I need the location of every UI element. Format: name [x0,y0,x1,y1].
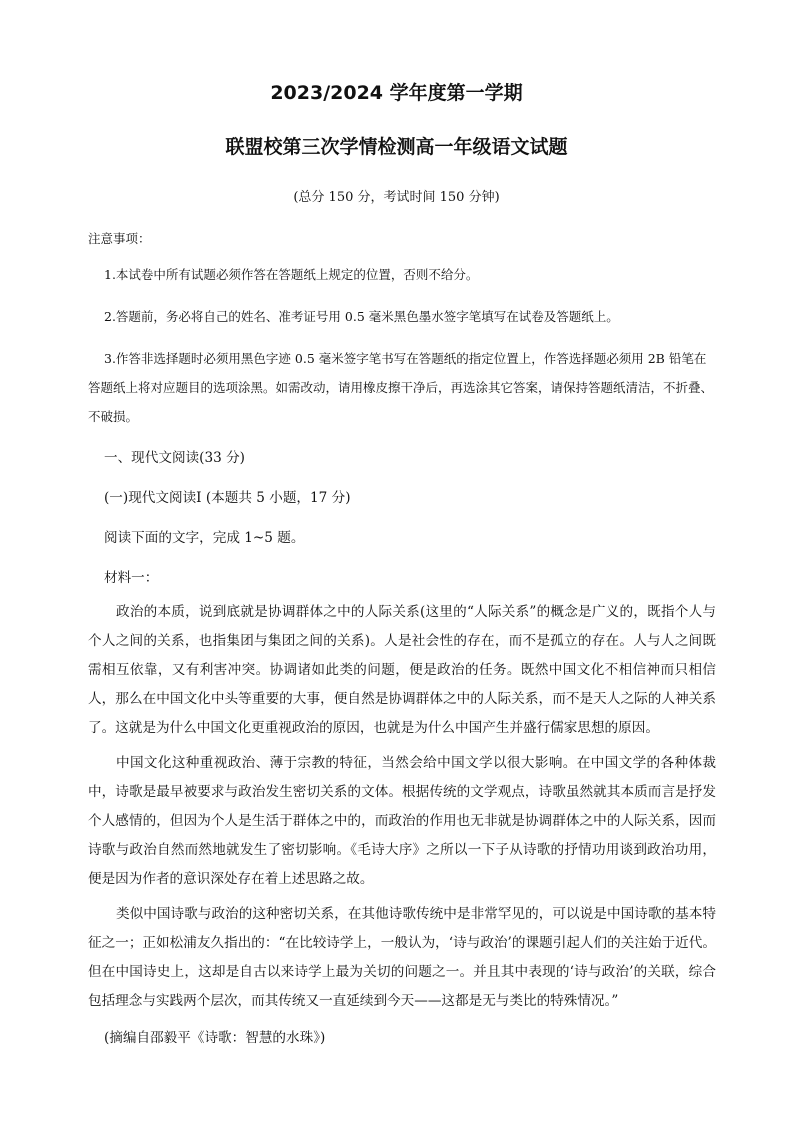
exam-title-main: 联盟校第三次学情检测高一年级语文试题 [225,136,568,158]
notice-item-1-text: 1.本试卷中所有试题必须作答在答题纸上规定的位置，否则不给分。 [104,267,479,282]
material-label: 材料一： [104,570,159,586]
section-instruction: 阅读下面的文字，完成 1~5 题。 [104,530,305,546]
notice-item-1 [88,260,718,289]
notice-item-3-text: 3.作答非选择题时必须用黑色字迹 0.5 毫米签字笔书写在答题纸的指定位置上，作答选择题必须用 2B 铅笔在答题纸上将对应题目的选项涂黑。如需改动，请用橡皮擦干净后，再选涂其它答案，请保持答题纸清洁，不折叠、不破损。 [88,351,714,424]
passage-paragraph-3 [88,900,716,1016]
passage-paragraph-3-text: 类似中国诗歌与政治的这种密切关系，在其他诗歌传统中是非常罕见的，可以说是中国诗歌的基本特征之一；正如松浦友久指出的：“在比较诗学上，一般认为，‘诗与政治’的课题引起人们的关注始于近代。但在中国诗史上，这却是自古以来诗学上最为关切的问题之一。并且其中表现的‘诗与政治’的关联，综合包括理念与实践两个层次，而其传统又一直延续到今天——这都是无与类比的特殊情况。” [88,906,716,1009]
notice-heading: 注意事项： [88,231,151,246]
section-part-1: 一、现代文阅读(33 分) [104,450,245,466]
notice-item-3 [88,344,718,431]
exam-title-year: 2023/2024 学年度第一学期 [270,82,523,104]
notice-item-2 [88,302,718,331]
passage-paragraph-1-text: 政治的本质，说到底就是协调群体之中的人际关系(这里的“人际关系”的概念是广义的，既指个人与个人之间的关系，也指集团与集团之间的关系)。人是社会性的存在，而不是孤立的存在。人与人之间既需相互依靠，又有利害冲突。协调诸如此类的问题，便是政治的任务。既然中国文化不相信神而只相信人，那么在中国文化中头等重要的大事，便自然是协调群体之中的人际关系，而不是天人之际的人神关系了。这就是为什么中国文化更重视政治的原因，也就是为什么中国产生并盛行儒家思想的原因。 [88,604,716,736]
notice-item-2-text: 2.答题前，务必将自己的姓名、准考证号用 0.5 毫米黑色墨水签字笔填写在试卷及答题纸上。 [104,309,619,324]
section-sub-1: (一)现代文阅读Ⅰ (本题共 5 小题，17 分) [104,490,351,506]
passage-paragraph-1 [88,598,716,743]
passage-paragraph-2 [88,749,716,894]
exam-subtitle: (总分 150 分，考试时间 150 分钟) [293,190,500,205]
passage-paragraph-2-text: 中国文化这种重视政治、薄于宗教的特征，当然会给中国文学以很大影响。在中国文学的各种体裁中，诗歌是最早被要求与政治发生密切关系的文体。根据传统的文学观点，诗歌虽然就其本质而言是抒发个人感情的，但因为个人是生活于群体之中的，而政治的作用也无非就是协调群体之中的人际关系，因而诗歌与政治自然而然地就发生了密切影响。《毛诗大序》之所以一下子从诗歌的抒情功用谈到政治功用，便是因为作者的意识深处存在着上述思路之故。 [88,755,716,887]
passage-source: (摘编自邵毅平《诗歌：智慧的水珠》) [104,1030,326,1046]
